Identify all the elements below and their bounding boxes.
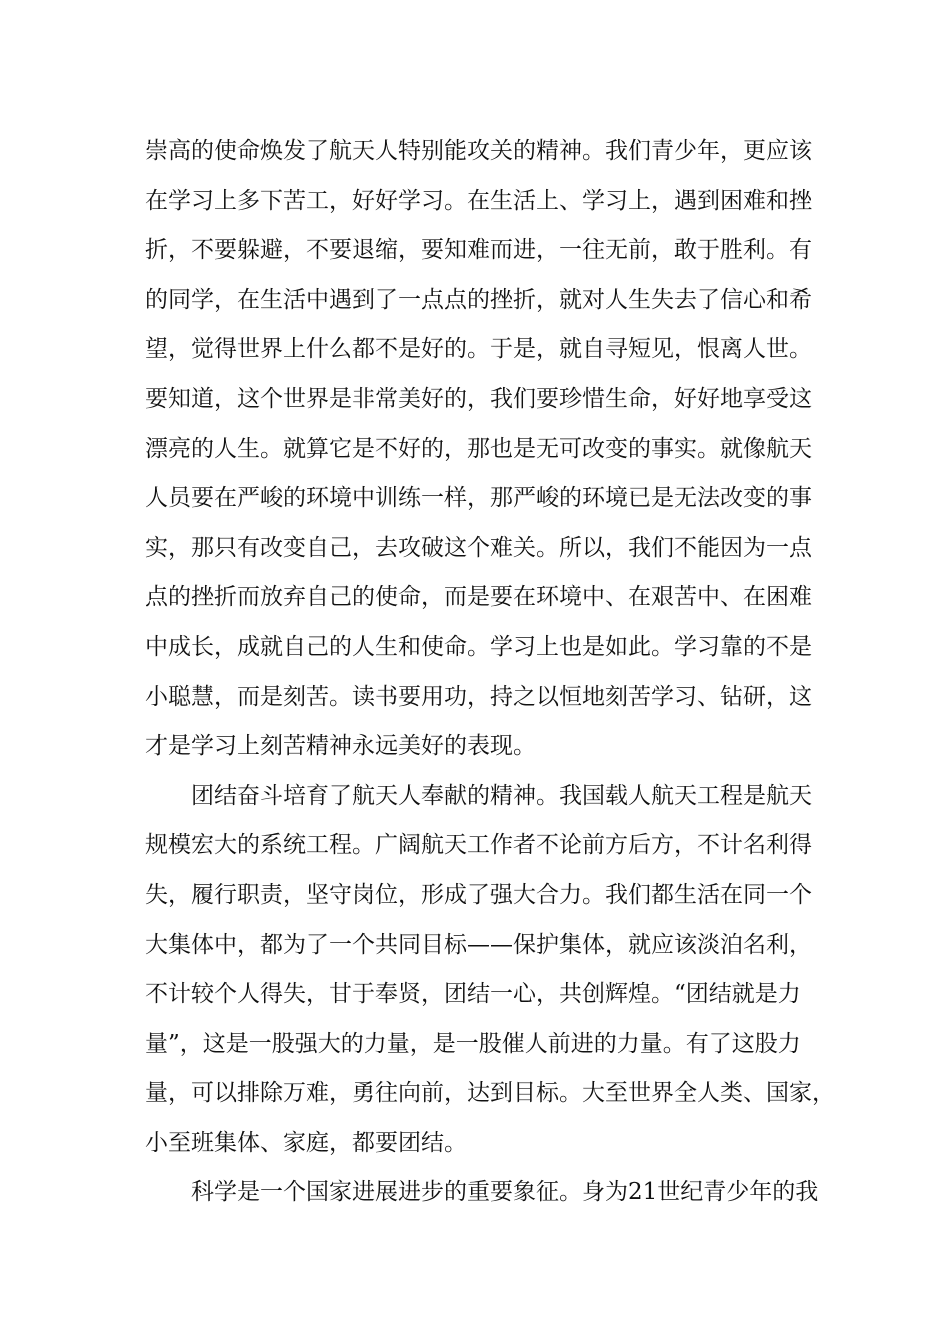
body-text bbox=[145, 127, 835, 1218]
text-line: 人员要在严峻的环境中训练一样，那严峻的环境已是无法改变的事 bbox=[145, 485, 812, 512]
text-line: 折，不要躲避，不要退缩，要知难而进，一往无前，敢于胜利。有 bbox=[145, 237, 812, 264]
text-line: 点的挫折而放弃自己的使命，而是要在环境中、在艰苦中、在困难 bbox=[145, 584, 812, 611]
text-line: 规模宏大的系统工程。广阔航天工作者不论前方后方，不计名利得 bbox=[145, 832, 812, 859]
text-line: 在学习上多下苦工，好好学习。在生活上、学习上，遇到困难和挫 bbox=[145, 187, 812, 214]
text-line: 要知道，这个世界是非常美好的，我们要珍惜生命，好好地享受这 bbox=[145, 385, 812, 412]
text-line: 小至班集体、家庭，都要团结。 bbox=[145, 1129, 467, 1156]
text-line: 小聪慧，而是刻苦。读书要用功，持之以恒地刻苦学习、钻研，这 bbox=[145, 683, 812, 710]
text-line: 崇高的使命焕发了航天人特别能攻关的精神。我们青少年，更应该 bbox=[145, 138, 812, 164]
text-line: 大集体中，都为了一个共同目标——保护集体，就应该淡泊名利， bbox=[145, 931, 812, 958]
text-line: 的同学，在生活中遇到了一点点的挫折，就对人生失去了信心和希 bbox=[145, 286, 812, 313]
text-line: 量，可以排除万难，勇往向前，达到目标。大至世界全人类、国家， bbox=[145, 1080, 835, 1107]
text-line: 不计较个人得失，甘于奉贤，团结一心，共创辉煌。“团结就是力 bbox=[145, 981, 801, 1008]
text-line: 实，那只有改变自己，去攻破这个难关。所以，我们不能因为一点 bbox=[145, 534, 812, 561]
text-line: 漂亮的人生。就算它是不好的，那也是无可改变的事实。就像航天 bbox=[145, 435, 812, 462]
text-line: 失，履行职责，坚守岗位，形成了强大合力。我们都生活在同一个 bbox=[145, 881, 812, 908]
text-line: 量”，这是一股强大的力量，是一股催人前进的力量。有了这股力 bbox=[145, 1030, 801, 1057]
text-line: 望，觉得世界上什么都不是好的。于是，就自寻短见，恨离人世。 bbox=[145, 336, 812, 363]
text-line: 中成长，成就自己的人生和使命。学习上也是如此。学习靠的不是 bbox=[145, 633, 812, 660]
text-line: 团结奋斗培育了航天人奉献的精神。我国载人航天工程是航天 bbox=[191, 782, 812, 809]
text-line: 才是学习上刻苦精神永远美好的表现。 bbox=[145, 733, 536, 760]
text-line: 科学是一个国家进展进步的重要象征。身为21世纪青少年的我 bbox=[191, 1179, 819, 1206]
